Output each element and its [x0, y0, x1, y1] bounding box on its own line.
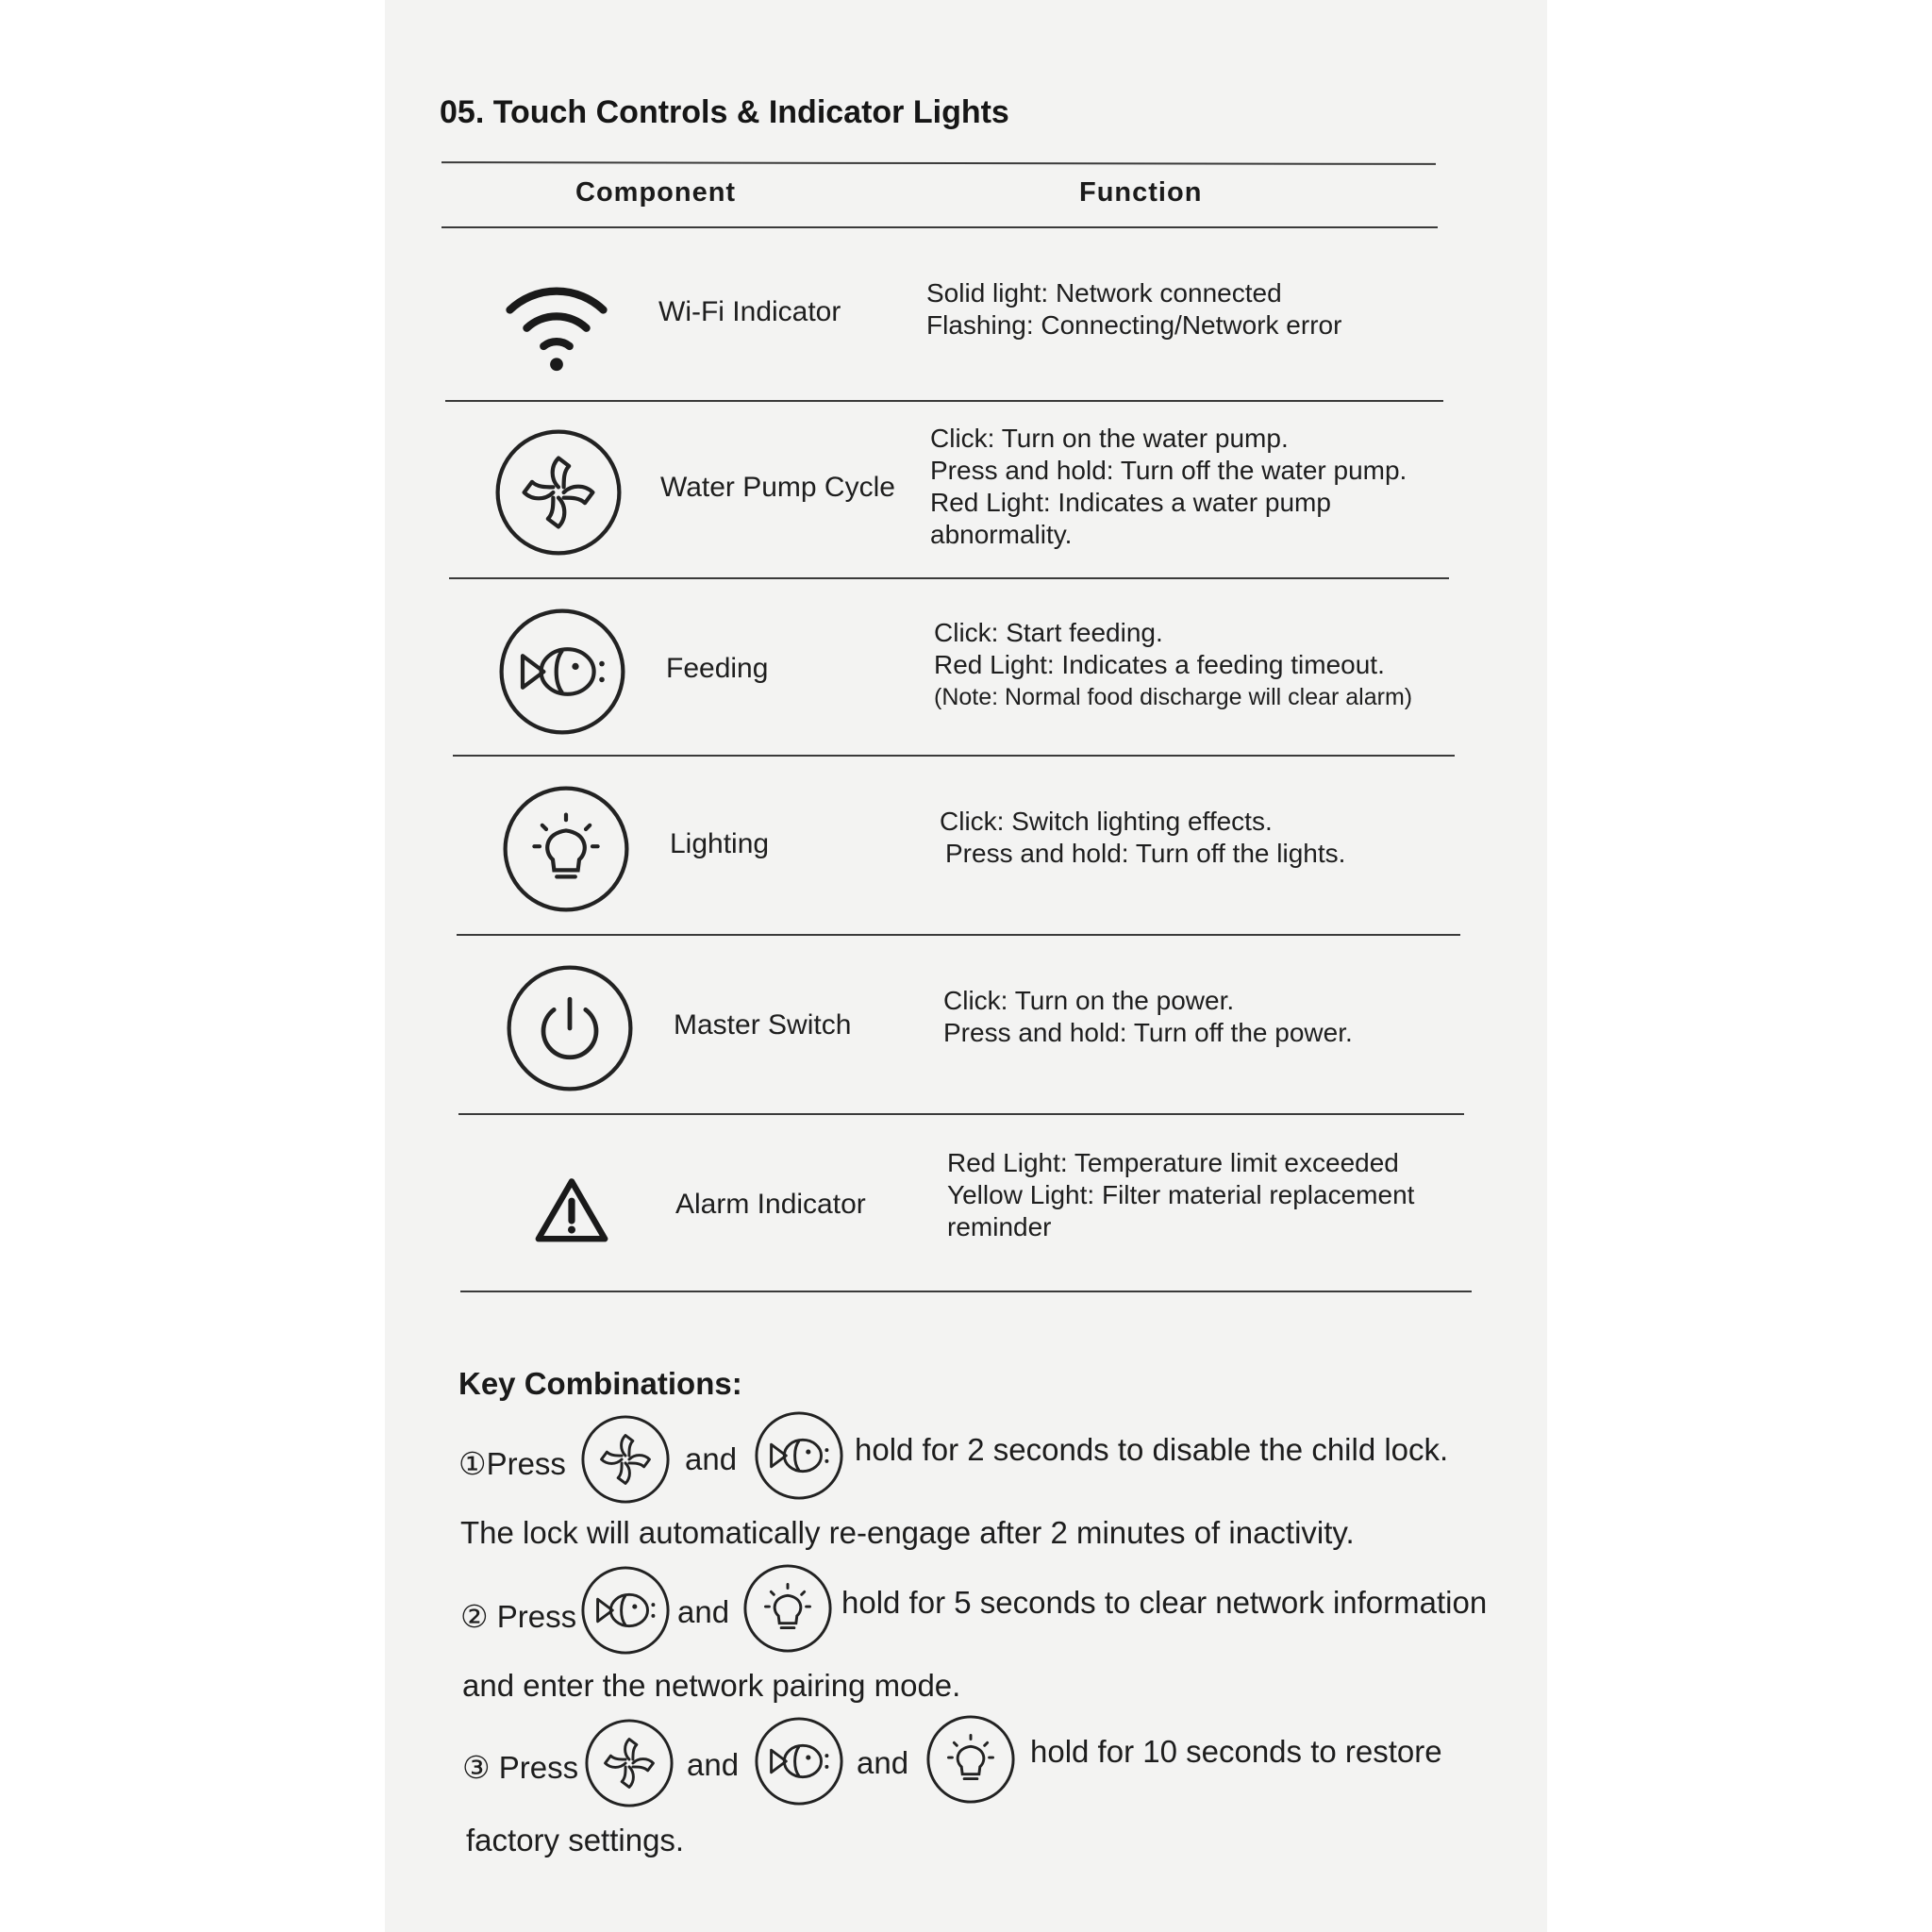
fan-icon	[492, 426, 625, 558]
function-line: Red Light: Indicates a feeding timeout.	[934, 650, 1385, 679]
row-divider	[458, 1113, 1464, 1115]
table-header-rule	[441, 226, 1438, 228]
table-bottom-rule	[460, 1291, 1472, 1292]
combo-1-line-2: The lock will automatically re-engage after 2 minutes of inactivity.	[460, 1515, 1355, 1550]
fish-icon	[496, 606, 628, 738]
fan-icon	[579, 1413, 672, 1506]
column-header-function: Function	[1079, 177, 1203, 208]
combo-3-and-2: and	[857, 1745, 909, 1780]
column-header-component: Component	[575, 177, 737, 208]
component-name: Wi-Fi Indicator	[658, 296, 841, 327]
function-text	[930, 423, 1407, 551]
fish-icon	[753, 1409, 845, 1502]
key-combinations-title: Key Combinations:	[458, 1366, 742, 1401]
fan-icon	[583, 1717, 675, 1809]
function-text	[943, 985, 1353, 1049]
function-text	[934, 617, 1412, 713]
power-icon	[504, 962, 636, 1094]
function-text	[940, 806, 1345, 870]
function-line: abnormality.	[930, 520, 1073, 549]
function-line: Solid light: Network connected	[926, 278, 1282, 308]
combo-2-press: ② Press	[460, 1599, 577, 1634]
wifi-icon	[491, 274, 623, 377]
row-divider	[445, 400, 1443, 402]
fish-icon	[579, 1564, 672, 1657]
combo-2-line-2: and enter the network pairing mode.	[462, 1668, 961, 1703]
lightbulb-icon	[741, 1562, 834, 1655]
function-line: Yellow Light: Filter material replacement	[947, 1180, 1415, 1209]
combo-3-press: ③ Press	[462, 1750, 579, 1785]
warning-icon	[534, 1175, 609, 1243]
combo-3-line-2: factory settings.	[466, 1823, 685, 1857]
combo-1-and: and	[685, 1441, 738, 1476]
function-line: Red Light: Temperature limit exceeded	[947, 1148, 1399, 1177]
function-line: Click: Switch lighting effects.	[940, 807, 1273, 836]
combo-1-press: ①Press	[458, 1446, 566, 1481]
function-line: Click: Turn on the water pump.	[930, 424, 1289, 453]
function-note: (Note: Normal food discharge will clear alarm)	[934, 684, 1413, 710]
component-name: Feeding	[666, 653, 769, 684]
function-line: reminder	[947, 1212, 1052, 1241]
combo-2-description: hold for 5 seconds to clear network information	[841, 1585, 1488, 1620]
combo-3-description: hold for 10 seconds to restore	[1030, 1734, 1442, 1769]
combo-1-description: hold for 2 seconds to disable the child lock.	[855, 1432, 1449, 1467]
function-line: Press and hold: Turn off the lights.	[945, 839, 1346, 868]
function-line: Click: Start feeding.	[934, 618, 1163, 647]
function-line: Flashing: Connecting/Network error	[926, 310, 1342, 340]
section-title: 05. Touch Controls & Indicator Lights	[440, 94, 1009, 130]
combo-2-and: and	[677, 1594, 730, 1629]
function-text	[947, 1147, 1414, 1243]
row-divider	[457, 934, 1460, 936]
lightbulb-icon	[500, 783, 632, 915]
function-text	[926, 277, 1341, 341]
function-line: Red Light: Indicates a water pump	[930, 488, 1331, 517]
component-name: Water Pump Cycle	[660, 472, 895, 503]
row-divider	[453, 755, 1455, 757]
component-name: Master Switch	[674, 1009, 852, 1041]
row-divider	[449, 577, 1449, 579]
component-name: Lighting	[670, 828, 770, 859]
component-name: Alarm Indicator	[675, 1189, 866, 1220]
function-line: Click: Turn on the power.	[943, 986, 1235, 1015]
fish-icon	[753, 1715, 845, 1807]
function-line: Press and hold: Turn off the power.	[943, 1018, 1353, 1047]
function-line: Press and hold: Turn off the water pump.	[930, 456, 1407, 485]
lightbulb-icon	[924, 1713, 1017, 1806]
combo-3-and-1: and	[687, 1747, 740, 1782]
